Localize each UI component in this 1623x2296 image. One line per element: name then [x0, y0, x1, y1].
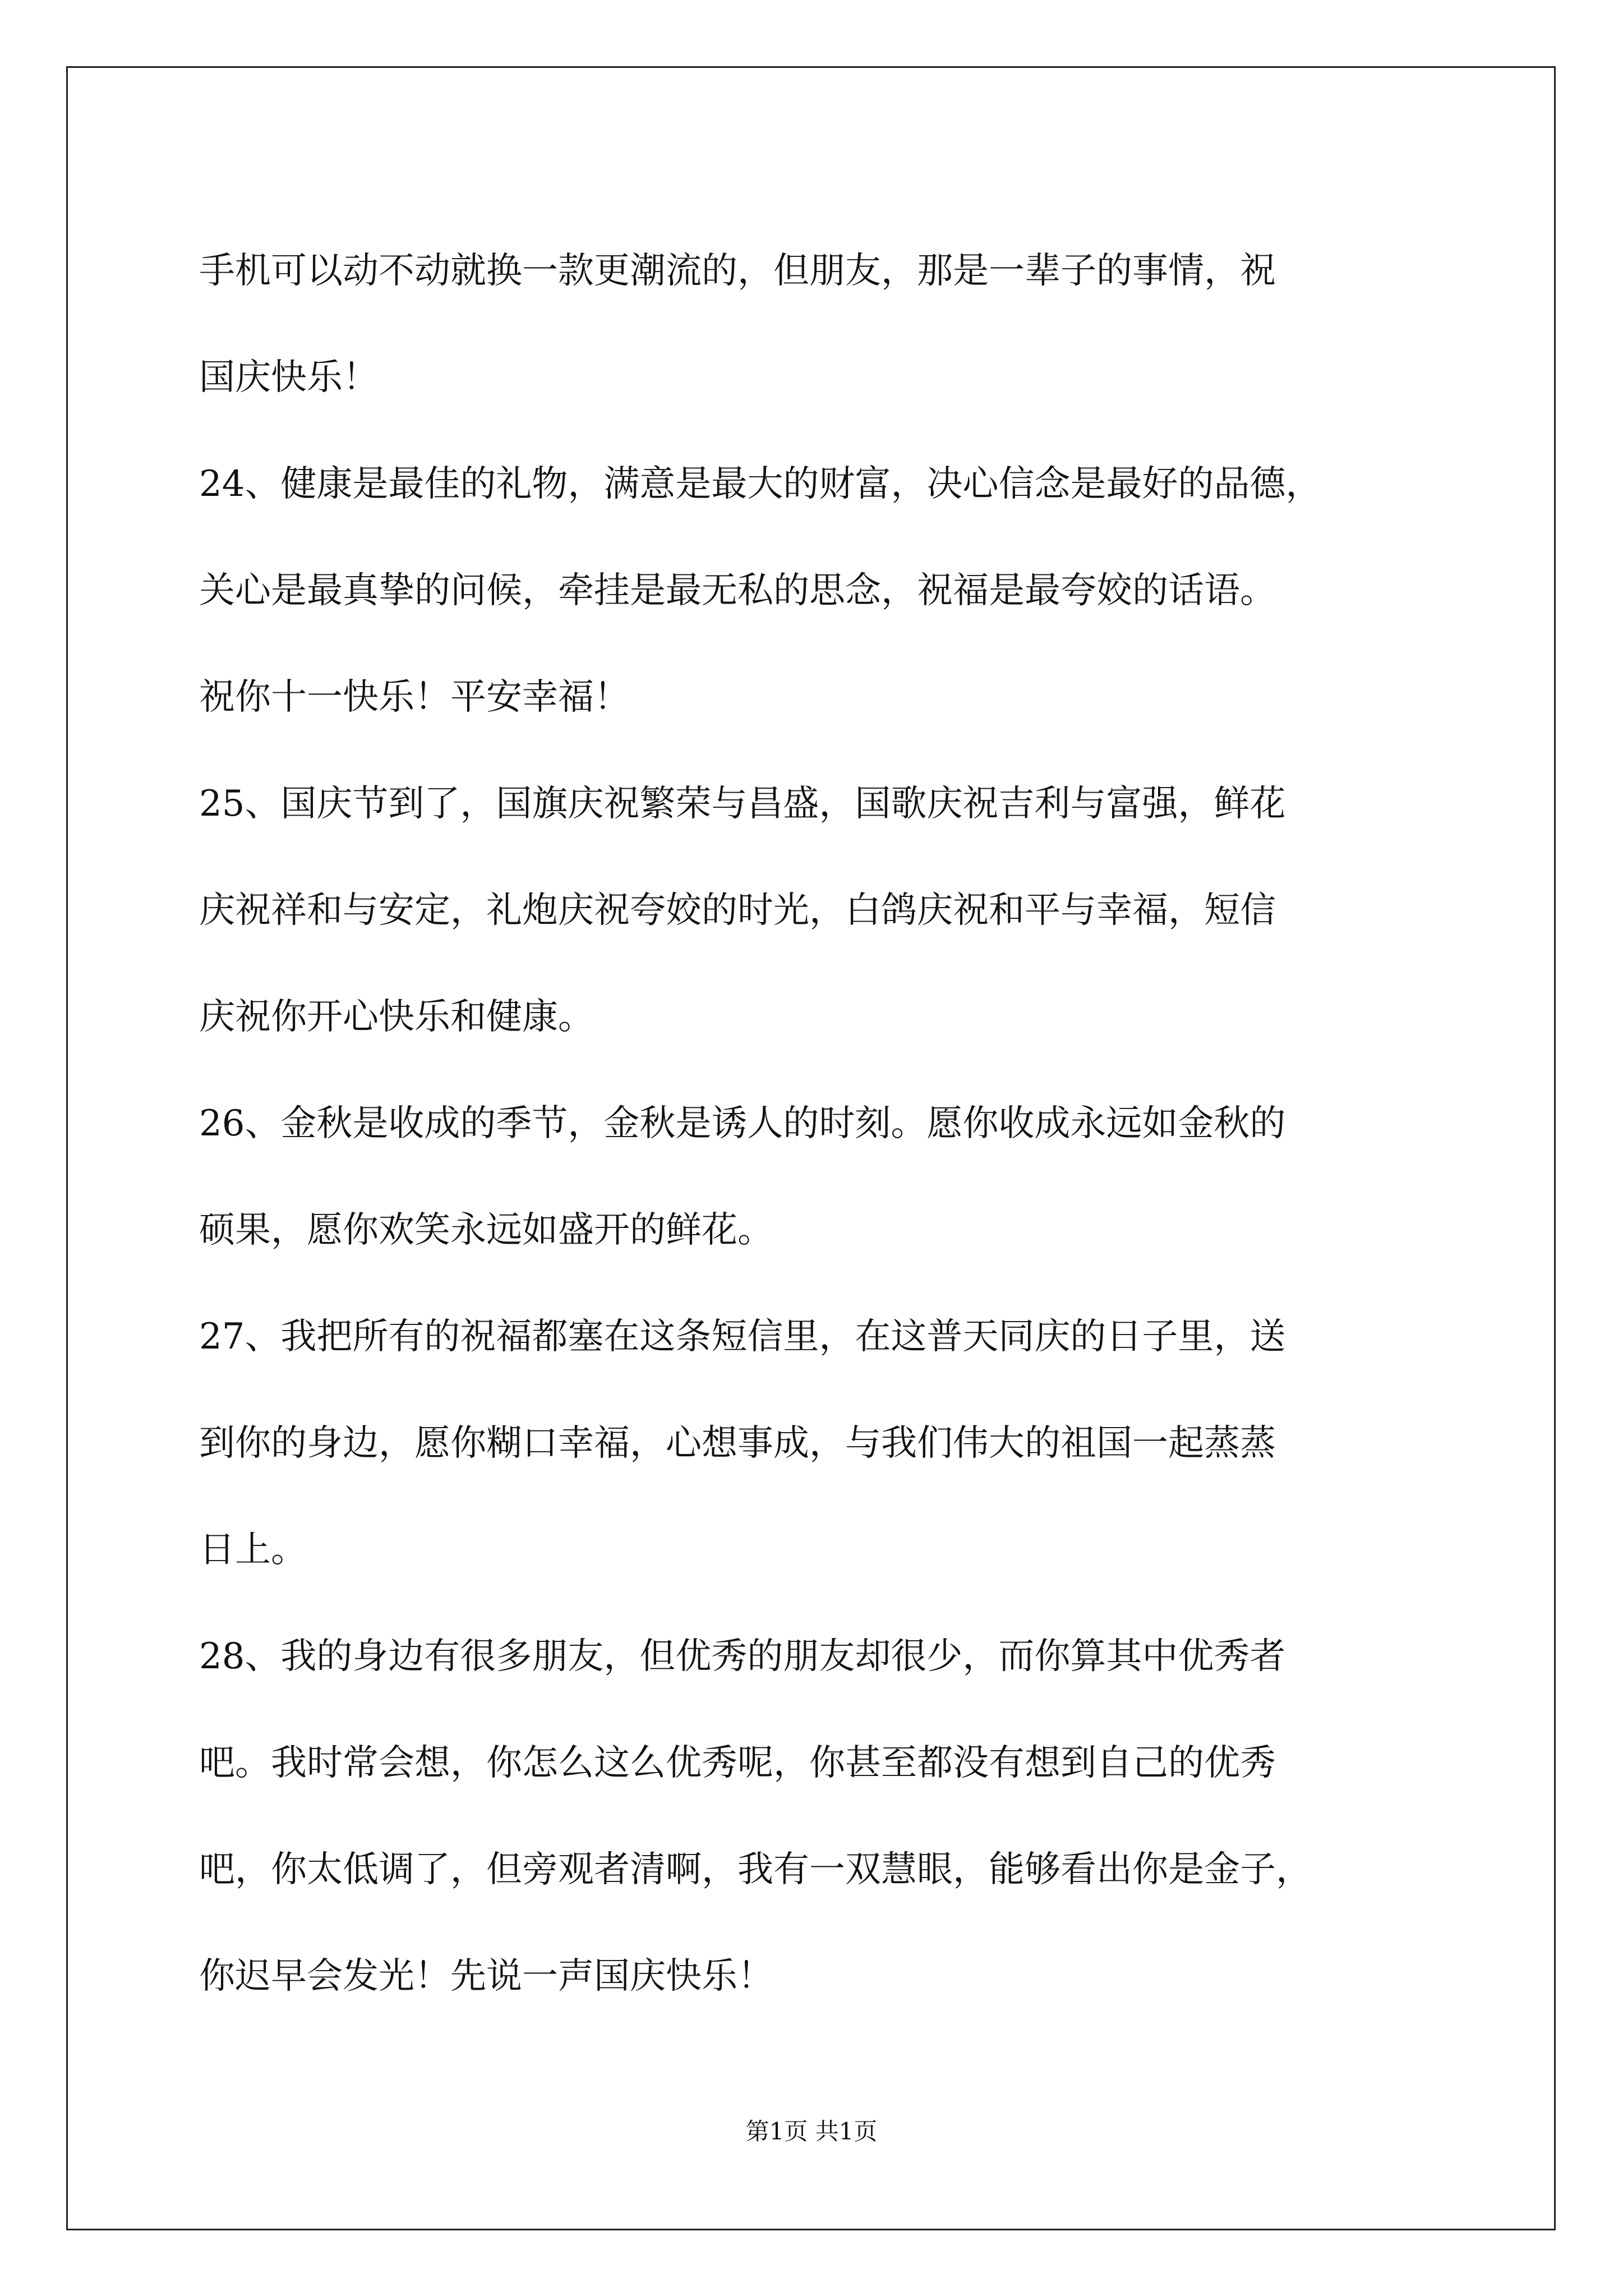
text-line: 吧。我时常会想，你怎么这么优秀呢，你甚至都没有想到自己的优秀 — [199, 1742, 1276, 1784]
text-line: 庆祝祥和与安定，礼炮庆祝夸姣的时光，白鸽庆祝和平与幸福，短信 — [199, 890, 1276, 931]
text-line: 关心是最真挚的问候，牵挂是最无私的思念，祝福是最夸姣的话语。 — [199, 570, 1276, 611]
document-body — [199, 218, 1436, 2030]
text-line: 28、我的身边有很多朋友，但优秀的朋友却很少，而你算其中优秀者 — [199, 1636, 1286, 1677]
text-line: 你迟早会发光！先说一声国庆快乐！ — [199, 1955, 773, 1997]
text-line: 国庆快乐！ — [199, 357, 379, 398]
page-footer: 第1页 共1页 — [745, 2118, 878, 2145]
text-line: 日上。 — [199, 1529, 307, 1571]
text-line: 26、金秋是收成的季节，金秋是诱人的时刻。愿你收成永远如金秋的 — [199, 1103, 1286, 1144]
text-line: 祝你十一快乐！平安幸福！ — [199, 677, 630, 718]
text-line: 庆祝你开心快乐和健康。 — [199, 996, 594, 1038]
text-line: 到你的身边，愿你糊口幸福，心想事成，与我们伟大的祖国一起蒸蒸 — [199, 1423, 1276, 1464]
text-line: 25、国庆节到了，国旗庆祝繁荣与昌盛，国歌庆祝吉利与富强，鲜花 — [199, 783, 1286, 825]
text-line: 吧，你太低调了，但旁观者清啊，我有一双慧眼，能够看出你是金子， — [199, 1849, 1312, 1890]
text-line: 硕果，愿你欢笑永远如盛开的鲜花。 — [199, 1209, 773, 1251]
text-line: 27、我把所有的祝福都塞在这条短信里，在这普天同庆的日子里，送 — [199, 1316, 1286, 1358]
text-line: 24、健康是最佳的礼物，满意是最大的财富，决心信念是最好的品德， — [199, 463, 1322, 505]
text-line: 手机可以动不动就换一款更潮流的，但朋友，那是一辈子的事情，祝 — [199, 250, 1276, 292]
